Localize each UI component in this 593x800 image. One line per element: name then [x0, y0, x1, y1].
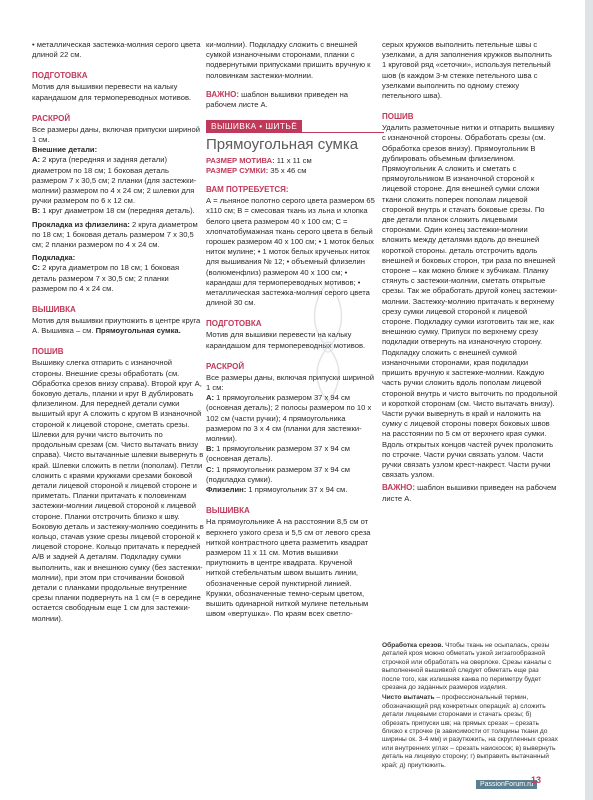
footnote-clean-finish: Чисто вытачать – профессиональный термин, обозначающий ряд конкретных операций: а) сложить детали лицевыми сторонами и стачать срезы; б) обрезать припуски шв; на прямых срезах – срезать близко к строчке (в зависимости от толщины ткани до ширины ок. 3-4 мм) и разутюжить, на скругленных срезах или внутренних углах – срезать наискосок; в) вывернуть деталь на лицевую сторону; г) выправить вытачанный край; д) приутюжить. — [382, 694, 558, 769]
detail-c: С: 2 круга диаметром по 18 см; 1 боковая деталь размером 7 x 30,5 см; 2 планки размером по 4 x 24 см. — [32, 263, 180, 293]
cut-intro: Все размеры даны, включая припуски шириной 1 см. — [32, 124, 200, 145]
embroidery2-heading: ВЫШИВКА — [206, 506, 250, 516]
footnote-edges: Обработка срезов. Чтобы ткань не осыпалась, срезы деталей кроя можно обметать узкой зигзагообразной строчкой или обработать на оверлоке. Срезы каналы с выполненной вышивкой следует обметать еще раз после того, как излишняя канва по периметру будет срезана до заданных размеров изделия. — [382, 642, 552, 692]
important-note-right: ВАЖНО: шаблон вышивки приведен на рабочем листе А. — [382, 483, 557, 503]
category-tag-bar — [206, 120, 384, 133]
materials-list: А = льняное полотно серого цвета размером 65 x110 см; В = смесовая ткань из льна и хлопка белого цвета размером 40 x 100 см; С = хлопчатобумажная ткань серого цвета в белый горошек размером 40 x 100 см; • 1 моток белых ниток мулине; • 1 моток белых крученых ниток для вышивания № 12; • объемный флизелин (волюменфлиз) размером 40 x 100 см; • карандаш для термопереводных мотивов; • металлическая застежка-молния серого цвета длиной 30 см. — [206, 196, 375, 308]
cut2-b: В: 1 прямоугольник размером 37 x 94 см (основная деталь). — [206, 444, 350, 464]
detail-b: В: 1 круг диаметром 18 см (передняя деталь). — [32, 206, 195, 216]
column-left — [32, 40, 204, 624]
project-title: Прямоугольная сумка — [206, 136, 359, 154]
detail-a: А: 2 круга (передняя и задняя детали) диаметром по 18 см; 1 боковая деталь размером 7 x 30,5 см; 2 планки (для застежки-молнии) размером по 4 x 24 см; 2 шлевки для ручки размером по 6 x 12 см. — [32, 155, 197, 206]
prep2-text: Мотив для вышивки перевести на кальку карандашом для термопереводных мотивов. — [206, 330, 366, 350]
cut-heading: РАСКРОЙ — [32, 113, 71, 123]
sewing2-text: Удалить разметочные нитки и отпарить вышивку с изнаночной стороны. Обработать срезы (см. Обработка срезов внизу). Прямоугольник В дублировать объемным флизелином. Прямоугольник А сложить и сметать с прямоугольником В изнаночной стороной к лицевой стороне. Для внешней сумки сложи ткани сложить поперек пополам лицевой стороной внутрь и стачать боковые срезы. По две детали планок сложить лицевыми сторонами. Один конец застежки-молнии вложить между деталями вдоль до внешней короткой стороны. деталь отстрочить вдоль внешней и боковых сторон, три раза по внешней стороне – как можно ближе к зубчикам. Планку стянуть с застежки-молнии, сметать открытые срезы. Так же обработать другой конец застежки-молнии. Застежку-молнию притачать к верхнему срезу сумки лицевой стороной к лицевой стороне. Подкладку сумки изготовить так же, как внешнюю сумку. Припуск по верхнему срезу подкладки отвернуть на изнаночную сторону. Подкладку сложить с внешней сумкой изнаночными сторонами, края подкладки пришить вручную к застежке-молнии. Каждую часть ручки сложить вдоль пополам лицевой стороной внутрь и чисто выточить по продольной и короткой сторонам (см. Чисто вытачать внизу). Части ручки вывернуть в край и наложить на сумку с лицевой стороны поверх боковых швов на расстоянии по 5 см от верхнего края сумки. Вдоль открытых концов частей ручек проложить по строчке. Части ручки связать узлом. Части ручки связать узлом крест-накрест. Части ручки связать узлом. — [382, 123, 558, 480]
cut2-intro: Все размеры даны, включая припуски шириной 1 см: — [206, 372, 374, 393]
sewing-heading: ПОШИВ — [32, 347, 64, 357]
prep2-heading: ПОДГОТОВКА — [206, 319, 262, 329]
interfacing: Прокладка из флизелина: 2 круга диаметром по 18 см; 1 боковая деталь размером 7 x 30,5 см; 2 планки размером по 4 x 24 см. — [32, 219, 198, 250]
outer-heading: Внешние детали: — [32, 145, 98, 155]
watermark: PassionForum.ru — [476, 780, 537, 789]
embroidery-text: Мотив для вышивки приутюжить в центре круга А. Вышивка – см. Прямоугольная сумка. — [32, 316, 201, 336]
column-right — [382, 40, 558, 504]
footnote-box — [382, 642, 558, 770]
sewing2-heading: ПОШИВ — [382, 112, 414, 122]
important-note: ВАЖНО: шаблон вышивки приведен на рабочем листе А. — [206, 89, 349, 110]
cut2-heading: РАСКРОЙ — [206, 361, 245, 371]
ornament-watermark-icon — [290, 272, 366, 412]
prep-heading: ПОДГОТОВКА — [32, 71, 88, 81]
materials-zipper-line: • металлическая застежка-молния серого цвета длиной 22 см. — [32, 40, 201, 60]
sewing-text: Вышивку слегка отпарить с изнаночной стороны. Внешние срезы обработать (см. Обработка срезов внизу справа). Второй круг А, боковую деталь, планки и круг В дублировать флизелином. Для передней детали сумки вышитый круг А сложить с кругом В изнаночной стороной к лицевой стороне, сметать срезы. Шлевки для ручки чисто выточить по продольным срезам (см. Чисто вытачать внизу справа). Чисто вытачанные шлевки вывернуть в край. Шлевки сложить в петли (пополам). Петли сложить с краями кружками срезами боковой детали лицевой стороной к лицевой стороне и приметать. Планки притачать к половинкам застежки-молнии лицевой стороной к лицевой стороне. Планки отстрочить близко к шву. Боковую деталь и застежку-молнию соединить в кольцо, стачав узкие срезы лицевой стороной к лицевой стороне. Кольцо притачать к передней А/В и задней А деталям. Подкладку сумки выполнить, как и внешнюю сумку (без застежки-молнии), при этом при сточивании боковой детали с планками продольные внутренние срезы планки подвернуть на 1 см (= в середине остается свободным еще 1 см для застежки-молнии). — [32, 358, 204, 623]
continued-text-right: серых кружков выполнить петельные швы с узелками, а для заполнения кружков выполнить 1 круговой ряд «сеточки», используя петельный шов (в каждом 3-м стежке петельного шва с узелками выполнить по одному стежку петельного шва). — [382, 40, 552, 101]
continued-text: ки-молнии). Подкладку сложить с внешней сумкой изнаночными сторонами, планки с подвернутыми припусками пришить вручную к половинкам застежки-молнии. — [206, 40, 371, 80]
size-motif: РАЗМЕР МОТИВА: 11 x 11 см — [206, 156, 312, 166]
cut2-f: Флизелин: 1 прямоугольник 37 x 94 см. — [206, 485, 348, 495]
size-bag: РАЗМЕР СУМКИ: 35 x 46 см — [206, 166, 307, 176]
embroidery-heading: ВЫШИВКА — [32, 305, 76, 315]
page-edge-shadow — [585, 0, 593, 800]
materials-heading: ВАМ ПОТРЕБУЕТСЯ: — [206, 185, 289, 195]
prep-text: Мотив для вышивки перевести на кальку карандашом для термопереводных мотивов. — [32, 82, 192, 102]
cut2-a: А: 1 прямоугольник размером 37 x 94 см (основная деталь); 2 полосы размером по 10 x 102 см (части ручки); 4 прямоугольника размером по 3 x 4 см (планки для застежки-молнии). — [206, 393, 372, 444]
page-number: 13 — [531, 775, 542, 785]
category-tag: ВЫШИВКА • ШИТЬЁ — [206, 120, 302, 132]
embroidery2-text: На прямоугольнике А на расстоянии 8,5 см от верхнего узкого среза и 5,5 см от левого среза ниткой контрастного цвета разметить квадрат размером 11 x 11 см. Мотив вышивки приутюжить в центре квадрата. Крученой ниткой стебельчатым швом вышить линии, обозначенные серой пунктирной линией. Кружки, обозначенные темно-серым цветом, вышить одинарной ниткой мулине петельным швом «вертушка». По краям всех светло- — [206, 517, 371, 619]
cut2-c: С: 1 прямоугольник размером 37 x 94 см (подкладка сумки). — [206, 464, 350, 484]
lining-heading: Подкладка: — [32, 253, 76, 263]
